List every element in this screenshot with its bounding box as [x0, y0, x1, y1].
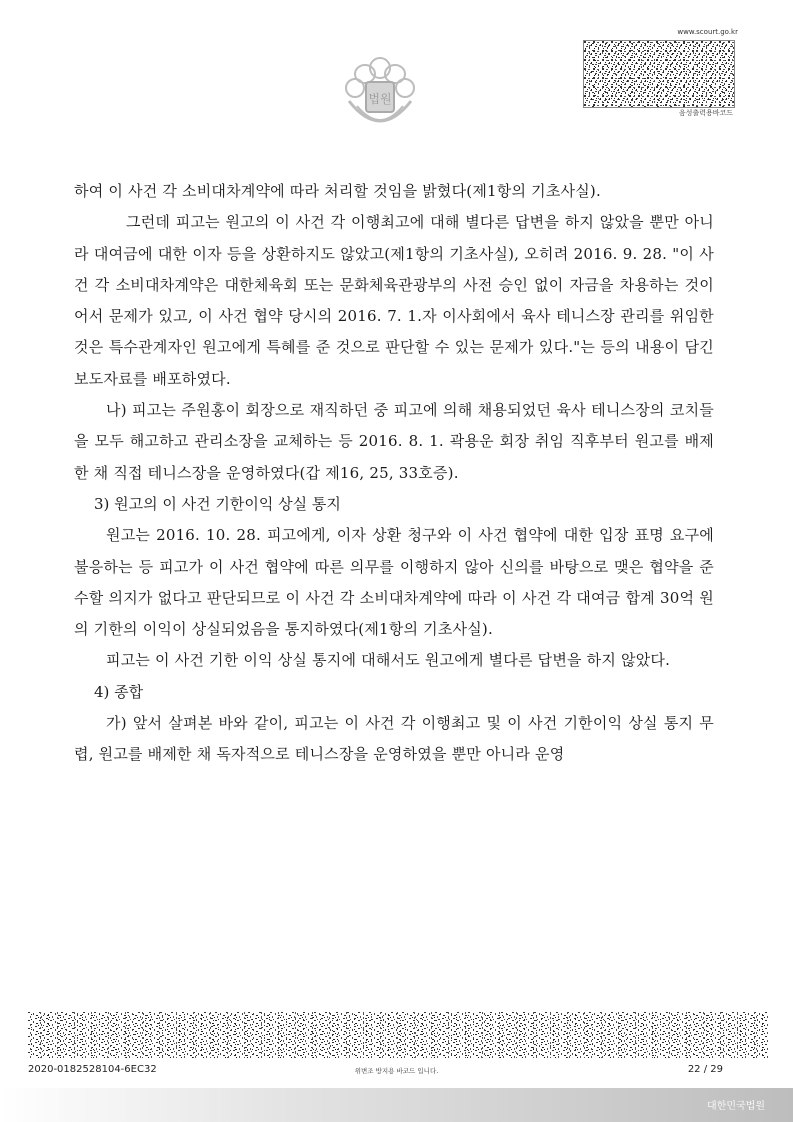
paragraph-reply-absent: 그런데 피고는 원고의 이 사건 각 이행최고에 대해 별다른 답변을 하지 않았을 뿐만 아니라 대여금에 대한 이자 등을 상환하지도 않았고(제1항의 기초사실), 오히려 2016. 9. 28. "이 사건 각 소비대차계약은 대한체육회 또는 문화체육관광부의 사전 승인 없이 자금을 차용하는 것이어서 문제가 있고, 이 사건 협약 당시의 2016. 7. 1.자 이사회에서 육사 테니스장 관리를 위임한 것은 특수관계자인 원고에게 특혜를 준 것으로 판단할 수 있는 문제가 있다."는 등의 내용이 담긴 보도자료를 배포하였다. — [74, 213, 714, 388]
paragraph-no-reply: 피고는 이 사건 기한 이익 상실 통지에 대해서도 원고에게 별다른 답변을 하지 않았다. — [106, 651, 671, 670]
footer-band — [0, 1088, 793, 1122]
barcode-notice: 위변조 방지용 바코드 입니다. — [354, 1067, 439, 1075]
svg-text:법원: 법원 — [368, 92, 392, 106]
paragraph-item-na: 나) 피고는 주원홍이 회장으로 재직하던 중 피고에 의해 채용되었던 육사 테니스장의 코치들을 모두 해고하고 관리소장을 교체하는 등 2016. 8. 1. 곽용운 회장 취임 직후부터 원고를 배제한 채 직접 테니스장을 운영하였다(갑 제16, 25, 33호증). — [74, 401, 714, 482]
document-body — [74, 176, 714, 771]
section-heading-3: 3) 원고의 이 사건 기한이익 상실 통지 — [94, 494, 341, 513]
section-heading-4: 4) 종합 — [94, 682, 144, 701]
site-url: www.scourt.go.kr — [677, 28, 738, 36]
anti-forgery-barcode — [28, 1012, 768, 1058]
paragraph-continuation: 하여 이 사건 각 소비대차계약에 따라 처리할 것임을 밝혔다(제1항의 기초사실). — [74, 182, 601, 200]
voice-output-barcode — [583, 40, 735, 108]
paragraph-summary: 가) 앞서 살펴본 바와 같이, 피고는 이 사건 각 이행최고 및 이 사건 기한이익 상실 통지 무렵, 원고를 배제한 채 독자적으로 테니스장을 운영하였을 뿐만 아니라 운영 — [74, 714, 714, 764]
court-seal-icon — [335, 46, 425, 146]
court-name: 대한민국법원 — [707, 1101, 765, 1112]
page-number: 22 / 29 — [687, 1064, 723, 1075]
barcode-caption: 음성출력용바코드 — [678, 109, 733, 117]
document-id: 2020-0182528104-6EC32 — [28, 1064, 157, 1075]
paragraph-notice: 원고는 2016. 10. 28. 피고에게, 이자 상환 청구와 이 사건 협약에 대한 입장 표명 요구에 불응하는 등 피고가 이 사건 협약에 따른 의무를 이행하지 않아 신의를 바탕으로 맺은 협약을 준수할 의지가 없다고 판단되므로 이 사건 각 소비대차계약에 따라 이 사건 각 대여금 합계 30억 원의 기한의 이익이 상실되었음을 통지하였다(제1항의 기초사실). — [74, 526, 714, 639]
